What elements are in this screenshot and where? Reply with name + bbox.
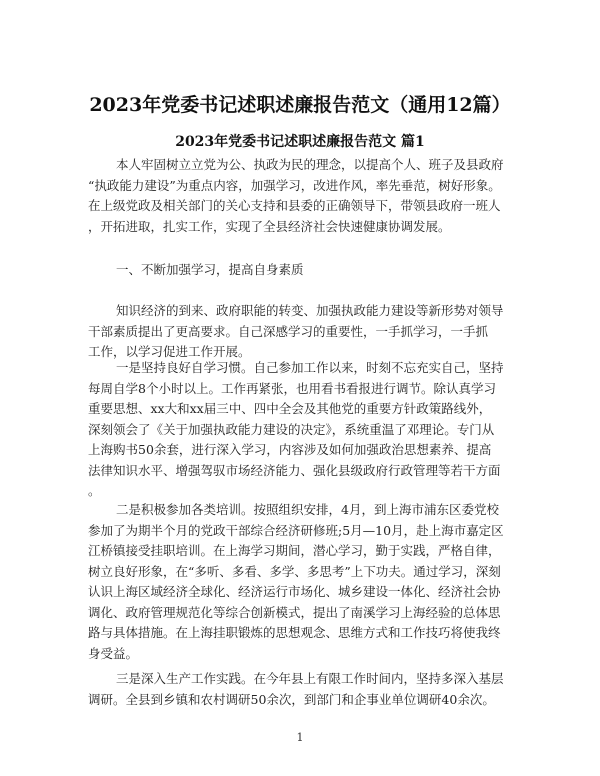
text-line: 树立良好形象，在“多听、多看、多学、多思考”上下功夫。通过学习，深刻 [88, 563, 501, 579]
text-line: “执政能力建设”为重点内容，加强学习，改进作风，率先垂范，树好形象。 [88, 177, 501, 193]
text-line: 一是坚持良好自学习惯。自己参加工作以来，时刻不忘充实自己，坚持 [116, 360, 504, 375]
text-line: 重要思想、xx大和xx届三中、四中全会及其他党的重要方针政策路线外， [88, 401, 492, 416]
text-line: 法律知识水平、增强驾驭市场经济能力、强化县级政府行政管理等若干方面 [88, 462, 501, 478]
text-line: 在上级党政及相关部门的关心支持和县委的正确领导下，带领县政府一班人 [88, 198, 501, 213]
section-title: 2023年党委书记述职述廉报告范文 篇1 [175, 134, 425, 150]
paragraph [88, 155, 518, 237]
text-line: 干部素质提出了更高要求。自己深感学习的重要性，一手抓学习，一手抓 [88, 323, 489, 339]
text-line: 二是积极参加各类培训。按照组织安排，4月，到上海市浦东区委党校 [116, 502, 499, 517]
paragraph [88, 301, 518, 363]
text-line: 。 [88, 483, 101, 498]
text-line: 一、不断加强学习，提高自身素质 [116, 262, 304, 277]
text-line: 每周自学8个小时以上。工作再紧张，也用看书看报进行调节。除认真学习 [88, 380, 496, 396]
document-title: 2023年党委书记述职述廉报告范文（通用12篇） [89, 94, 511, 116]
text-line: ，开拓进取，扎实工作，实现了全县经济社会快速健康协调发展。 [88, 218, 451, 234]
paragraph [88, 500, 518, 664]
text-line: 调研。全县到乡镇和农村调研50余次，到部门和企事业单位调研40余次。 [88, 691, 495, 707]
text-line: 调化、政府管理规范化等综合创新模式，提出了南溪学习上海经验的总体思 [88, 604, 501, 620]
text-line: 上海购书50余套，进行深入学习，内容涉及如何加强政治思想素养、提高 [88, 442, 492, 457]
text-line: 本人牢固树立立党为公、执政为民的理念，以提高个人、班子及县政府 [116, 157, 504, 172]
page-number: 1 [296, 731, 304, 744]
text-line: 知识经济的到来、政府职能的转变、加强执政能力建设等新形势对领导 [116, 303, 504, 318]
text-line: 身受益。 [88, 645, 139, 661]
text-line: 认识上海区域经济全球化、经济运行市场化、城乡建设一体化、经济社会协 [88, 584, 501, 599]
text-line: 江桥镇接受挂职培训。在上海学习期间，潜心学习，勤于实践，严格自律， [88, 543, 501, 558]
text-line: 参加了为期半个月的党政干部综合经济研修班;5月—10月，赴上海市嘉定区 [88, 522, 504, 538]
paragraph [88, 669, 518, 710]
text-line: 路与具体措施。在上海挂职锻炼的思想观念、思维方式和工作技巧将使我终 [88, 625, 501, 640]
paragraph [88, 260, 518, 281]
text-line: 工作，以学习促进工作开展。 [88, 344, 251, 359]
paragraph [88, 358, 518, 502]
text-line: 深刻领会了《关于加强执政能力建设的决定》，系统重温了邓理论。专门从 [88, 421, 495, 437]
text-line: 三是深入生产工作实践。在今年县上有限工作时间内，坚持多深入基层 [116, 671, 504, 686]
